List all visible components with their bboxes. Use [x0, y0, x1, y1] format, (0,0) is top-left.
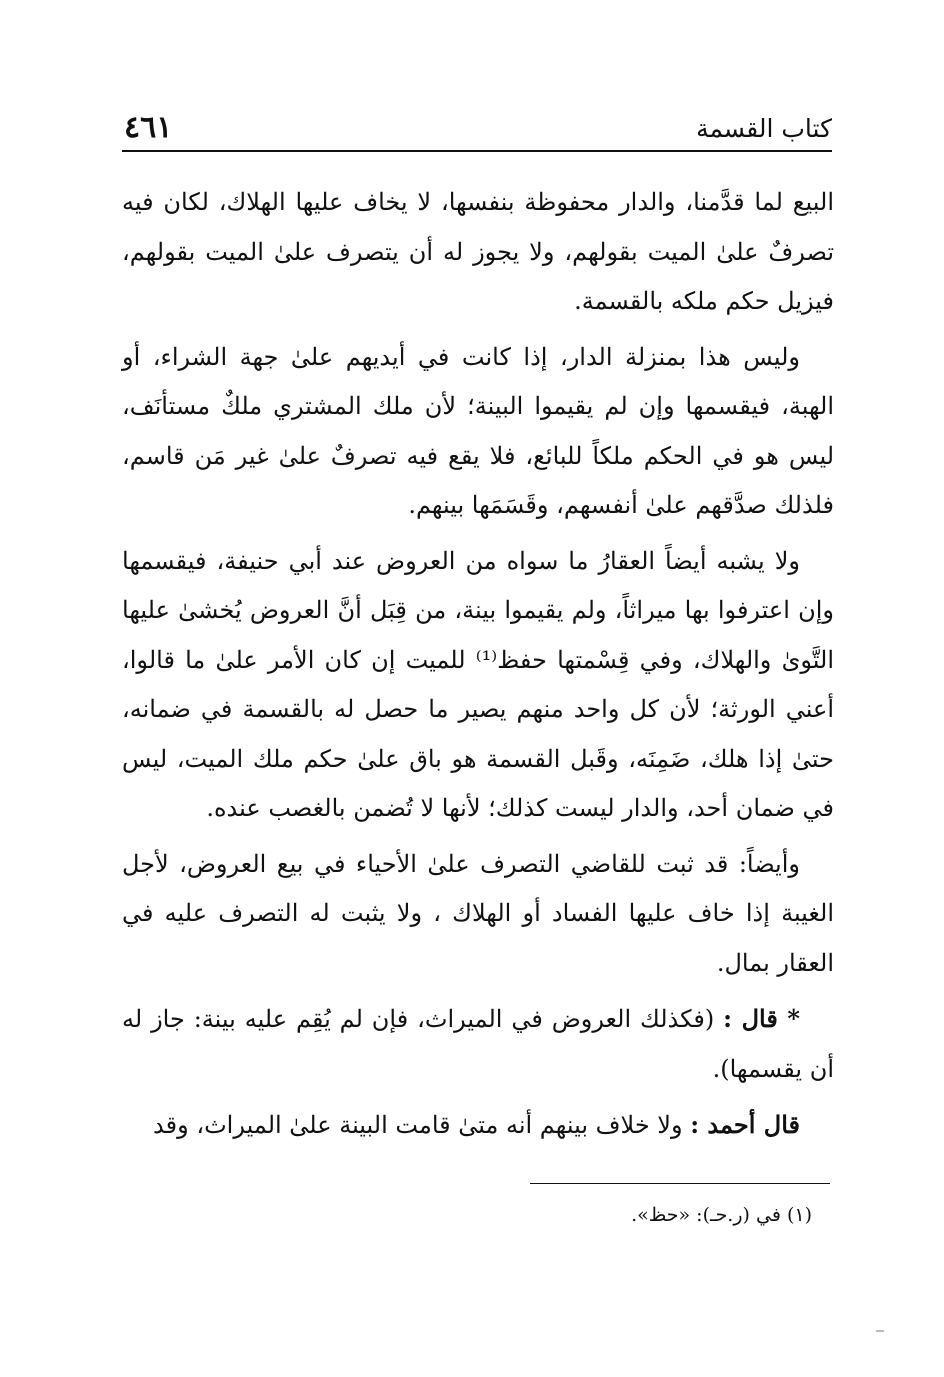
paragraph: وأيضاً: قد ثبت للقاضي التصرف علىٰ الأحياء في بيع العروض، لأجل الغيبة إذا خاف عليها الفساد أو الهلاك ، ولا يثبت له التصرف عليه في العقار بمال.: [122, 849, 834, 977]
page-header: [122, 108, 832, 152]
qala-paragraph: [122, 994, 834, 1094]
ahmad-paragraph: [122, 1100, 834, 1151]
scan-mark: [876, 1330, 884, 1332]
paragraph: ولا يشبه أيضاً العقارُ ما سواه من العروض عند أبي حنيفة، فيقسمها وإن اعترفوا بها ميراثاً، ولم يقيموا بينة، من قِبَل أنَّ العروض يُخشىٰ عليها التَّوىٰ والهلاك، وفي قِسْمتها حفظ⁽¹⁾ للميت إن كان الأمر علىٰ ما قالوا، أعني الورثة؛ لأن كل واحد منهم يصير ما حصل له بالقسمة في ضمانه، حتىٰ إذا هلك، ضَمِنَه، وقَبل القسمة هو باق علىٰ حكم ملك الميت، ليس في ضمان أحد، والدار ليست كذلك؛ لأنها لا تُضمن بالغصب عنده.: [122, 546, 834, 822]
header-rule: [122, 150, 832, 152]
footnote: (١) في (ر.حـ): «حظ».: [631, 1204, 812, 1226]
page-number: ٤٦١: [124, 110, 173, 145]
ahmad-label: قال أحمد :: [690, 1110, 800, 1139]
ahmad-text: ولا خلاف بينهم أنه متىٰ قامت البينة علىٰ الميراث، وقد: [153, 1111, 683, 1139]
qala-text: (فكذلك العروض في الميراث، فإن لم يُقِم عليه بينة: جاز له أن يقسمها).: [122, 1005, 834, 1083]
footnote-rule: [530, 1183, 830, 1184]
paragraph: البيع لما قدَّمنا، والدار محفوظة بنفسها، لا يخاف عليها الهلاك، لكان فيه تصرفٌ علىٰ الميت بقولهم، ولا يجوز له أن يتصرف علىٰ الميت بقولهم، فيزيل حكم ملكه بالقسمة.: [122, 188, 834, 315]
paragraph: وليس هذا بمنزلة الدار، إذا كانت في أيديهم علىٰ جهة الشراء، أو الهبة، فيقسمها وإن لم يقيموا البينة؛ لأن ملك المشتري ملكٌ مستأنَف، ليس هو في الحكم ملكاً للبائع، فلا يقع فيه تصرفٌ علىٰ غير مَن قاسم، فلذلك صدَّقهم علىٰ أنفسهم، وقَسَمَها بينهم.: [122, 342, 834, 519]
main-text: [122, 178, 834, 1157]
chapter-title: كتاب القسمة: [696, 114, 832, 143]
qala-label: * قال :: [723, 1004, 800, 1033]
